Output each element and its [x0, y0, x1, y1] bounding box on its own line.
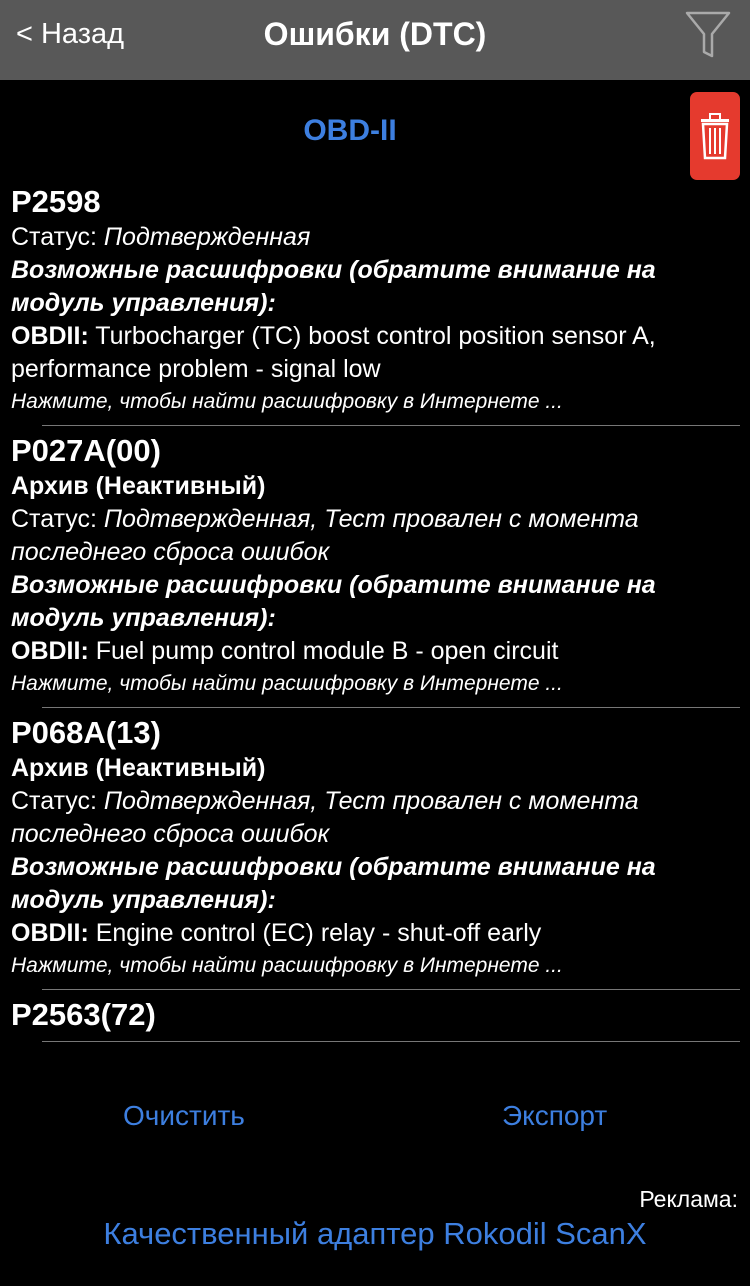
- source-label: OBDII:: [11, 637, 89, 665]
- ad-link[interactable]: Качественный адаптер Rokodil ScanX: [103, 1216, 647, 1251]
- back-button[interactable]: < Назад: [16, 18, 125, 50]
- dtc-entry[interactable]: [0, 183, 750, 418]
- decode-label: Возможные расшифровки (обратите внимание на модуль управления):: [11, 571, 656, 632]
- archive-label: Архив (Неактивный): [11, 754, 266, 782]
- delete-button[interactable]: [690, 92, 740, 180]
- status-value: Подтвержденная, Тест провален с момента последнего сброса ошибок: [11, 787, 639, 848]
- status-line: [11, 785, 740, 851]
- dtc-entry[interactable]: [0, 432, 750, 700]
- search-online-link[interactable]: Нажмите, чтобы найти расшифровку в Интернете ...: [11, 954, 563, 977]
- decode-label: Возможные расшифровки (обратите внимание на модуль управления):: [11, 256, 656, 317]
- decode-label: Возможные расшифровки (обратите внимание на модуль управления):: [11, 853, 656, 914]
- nav-bar: [0, 0, 750, 80]
- ad-label: Реклама:: [639, 1186, 738, 1212]
- description: Engine control (EC) relay - shut-off early: [88, 919, 542, 947]
- archive-label: Архив (Неактивный): [11, 472, 266, 500]
- filter-icon[interactable]: [684, 10, 732, 60]
- dtc-entry[interactable]: [0, 714, 750, 982]
- dtc-entry[interactable]: [0, 996, 750, 1034]
- status-line: [11, 221, 740, 254]
- status-label: Статус:: [11, 505, 104, 533]
- status-value: Подтвержденная, Тест провален с момента последнего сброса ошибок: [11, 505, 639, 566]
- dtc-code: P2563(72): [11, 997, 156, 1032]
- trash-icon: [698, 111, 732, 161]
- description-line: [11, 320, 740, 386]
- source-label: OBDII:: [11, 919, 89, 947]
- dtc-code: P027A(00): [11, 433, 161, 468]
- status-line: [11, 503, 740, 569]
- search-online-link[interactable]: Нажмите, чтобы найти расшифровку в Интернете ...: [11, 672, 563, 695]
- export-button[interactable]: Экспорт: [502, 1100, 608, 1131]
- description: Turbocharger (TC) boost control position sensor A, performance problem - signal low: [11, 322, 656, 383]
- status-label: Статус:: [11, 787, 104, 815]
- source-label: OBDII:: [11, 322, 89, 350]
- search-online-link[interactable]: Нажмите, чтобы найти расшифровку в Интернете ...: [11, 390, 563, 413]
- section-title: OBD-II: [303, 114, 397, 147]
- description: Fuel pump control module B - open circuit: [88, 637, 559, 665]
- status-value: Подтвержденная: [103, 223, 311, 251]
- dtc-code: P2598: [11, 184, 101, 219]
- dtc-list[interactable]: [0, 183, 750, 1050]
- description-line: [11, 635, 740, 668]
- page-title: Ошибки (DTC): [263, 16, 487, 52]
- dtc-code: P068A(13): [11, 715, 161, 750]
- status-label: Статус:: [11, 223, 104, 251]
- clear-button[interactable]: Очистить: [123, 1100, 245, 1131]
- description-line: [11, 917, 740, 950]
